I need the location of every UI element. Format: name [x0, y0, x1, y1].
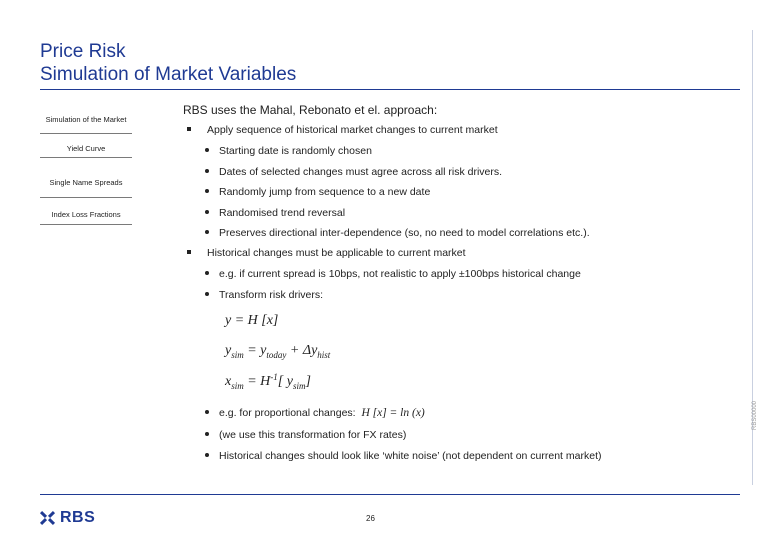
formula-term: ]: [305, 374, 311, 389]
square-bullet-icon: [187, 127, 191, 131]
bullet-icon: [205, 271, 209, 275]
list-item: [205, 166, 502, 178]
formula-transform: y = H [x]: [225, 313, 279, 328]
bullet-icon: [205, 410, 209, 414]
sidebar-item-yield-curve[interactable]: [40, 142, 132, 158]
formula-subscript: sim: [231, 350, 244, 360]
list-item: [205, 207, 345, 219]
list-item-text: Randomised trend reversal: [219, 207, 346, 219]
list-item-text: Randomly jump from sequence to a new date: [219, 186, 431, 198]
list-item-text: Transform risk drivers:: [219, 289, 324, 301]
logo-text: RBS: [60, 509, 96, 526]
sidebar-item-single-name-spreads[interactable]: [40, 170, 132, 198]
bullet-icon: [205, 432, 209, 436]
list-item-text: Starting date is randomly chosen: [219, 145, 372, 157]
bullet-icon: [205, 210, 209, 214]
list-item: [205, 450, 601, 462]
list-item-text: (we use this transformation for FX rates): [219, 429, 407, 441]
bullet-icon: [205, 292, 209, 296]
formula-term: = H: [243, 374, 271, 389]
bullet-icon: [205, 453, 209, 457]
section1-heading: [187, 124, 498, 136]
section2-heading: [187, 247, 466, 259]
list-item: [205, 289, 323, 301]
formula-subscript: sim: [231, 381, 244, 391]
title-line-1: Price Risk: [40, 41, 126, 62]
bullet-icon: [205, 169, 209, 173]
sidebar-item-label: Single Name Spreads: [49, 177, 123, 187]
list-item-text: e.g. if current spread is 10bps, not realistic to apply ±100bps historical change: [219, 268, 581, 280]
section2-heading-text: Historical changes must be applicable to current market: [207, 247, 466, 259]
formula-term: = y: [243, 343, 267, 358]
list-item: [205, 407, 425, 419]
list-item-text: Dates of selected changes must agree across all risk drivers.: [219, 166, 503, 178]
sidebar-item-label: Simulation of the Market: [45, 114, 127, 124]
formula-subscript: hist: [317, 350, 331, 360]
list-item: [205, 145, 372, 157]
daisy-logo-icon: [40, 510, 56, 526]
formula-superscript: -1: [270, 372, 278, 382]
footer-divider: [40, 494, 740, 495]
list-item: [205, 268, 581, 280]
list-item: [205, 227, 590, 239]
rbs-logo: [40, 509, 95, 527]
page-title: [40, 40, 296, 86]
formula-inverse: [225, 372, 311, 391]
bullet-icon: [205, 230, 209, 234]
list-item-text: e.g. for proportional changes:: [219, 407, 356, 419]
square-bullet-icon: [187, 250, 191, 254]
formula-term: [ y: [277, 374, 293, 389]
sidebar-item-index-loss-fractions[interactable]: [40, 208, 132, 225]
list-item: [205, 186, 430, 198]
intro-text: RBS uses the Mahal, Rebonato et el. approach:: [183, 103, 438, 117]
formula-term: + Δy: [286, 343, 318, 358]
list-item-text: Historical changes should look like ‘white noise’ (not dependent on current market): [219, 450, 602, 462]
formula-subscript: today: [266, 350, 287, 360]
title-line-2: Simulation of Market Variables: [40, 64, 297, 85]
header-divider: [40, 89, 740, 90]
sidebar-item-label: Index Loss Fractions: [51, 210, 121, 219]
sidebar-item-label: Yield Curve: [66, 143, 106, 153]
formula-subscript: sim: [292, 381, 306, 391]
list-item-text: Preserves directional inter-dependence (so, no need to model correlations etc.).: [219, 227, 590, 239]
sidebar-item-simulation[interactable]: [40, 108, 132, 134]
formula-term: x: [225, 374, 232, 389]
formula-term: y: [225, 343, 232, 358]
bullet-icon: [205, 189, 209, 193]
page-number: 26: [366, 514, 375, 523]
section1-heading-text: Apply sequence of historical market changes to current market: [207, 124, 498, 136]
formula-simulated-y: [225, 343, 330, 360]
bullet-icon: [205, 148, 209, 152]
document-reference: RBS00000: [752, 400, 758, 430]
inline-formula: H [x] = ln (x): [361, 407, 425, 419]
list-item: [205, 429, 406, 441]
